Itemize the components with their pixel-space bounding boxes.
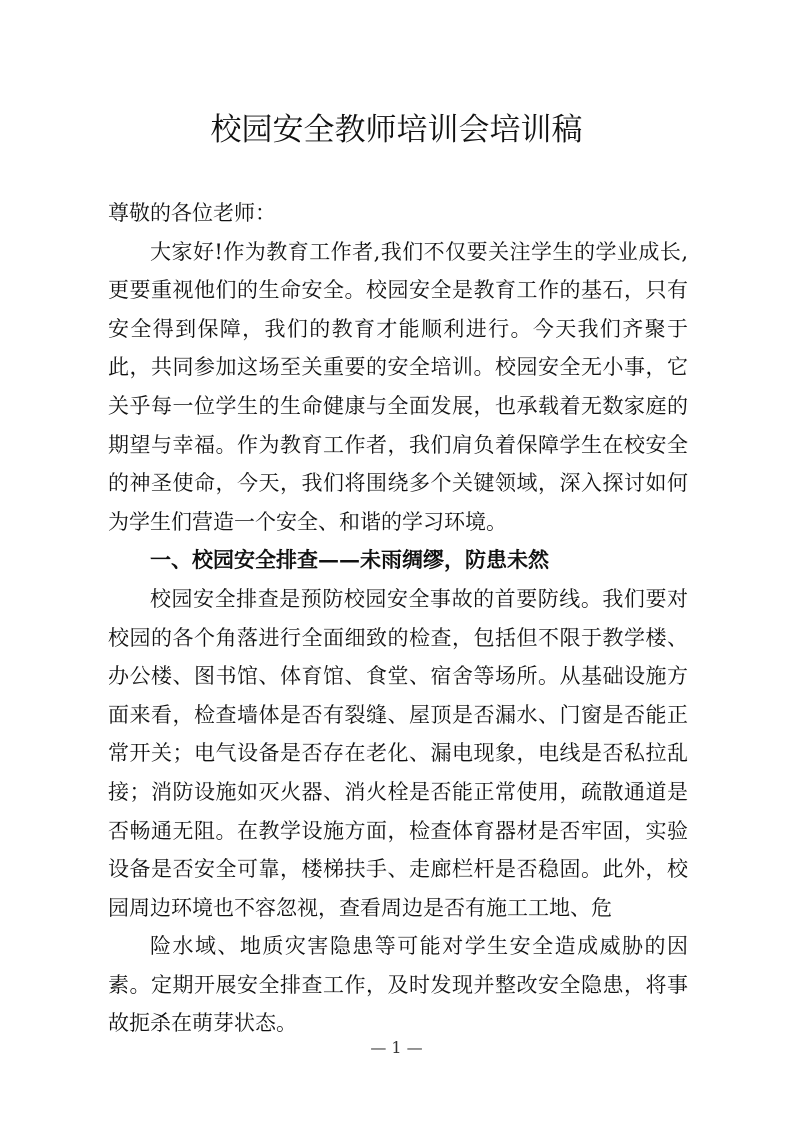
- section-heading: 一、校园安全排查——未雨绸缪，防患未然: [150, 547, 549, 573]
- document-body: [108, 194, 688, 1043]
- salutation: 尊敬的各位老师：: [108, 201, 276, 225]
- page-number: — 1 —: [370, 1038, 423, 1057]
- document-title: 校园安全教师培训会培训稿: [210, 112, 583, 148]
- section-paragraph: 校园安全排查是预防校园安全事故的首要防线。我们要对校园的各个角落进行全面细致的检查，包括但不限于教学楼、办公楼、图书馆、体育馆、食堂、宿舍等场所。从基础设施方面来看，检查墙体是否有裂缝、屋顶是否漏水、门窗是否能正常开关；电气设备是否存在老化、漏电现象，电线是否私拉乱接；消防设施如灭火器、消火栓是否能正常使用，疏散通道是否畅通无阻。在教学设施方面，检查体育器材是否牢固，实验设备是否安全可靠，楼梯扶手、走廊栏杆是否稳固。此外，校园周边环境也不容忽视，查看周边是否有施工工地、危: [108, 586, 688, 920]
- intro-paragraph: 大家好!作为教育工作者,我们不仅要关注学生的学业成长,更要重视他们的生命安全。校园安全是教育工作的基石，只有安全得到保障，我们的教育才能顺利进行。今天我们齐聚于此，共同参加这场至关重要的安全培训。校园安全无小事，它关乎每一位学生的生命健康与全面发展，也承载着无数家庭的期望与幸福。作为教育工作者，我们肩负着保障学生在校安全的神圣使命，今天，我们将围绕多个关键领域，深入探讨如何为学生们营造一个安全、和谐的学习环境。: [108, 239, 688, 534]
- section-paragraph-continued: 险水域、地质灾害隐患等可能对学生安全造成威胁的因素。定期开展安全排查工作，及时发现并整改安全隐患，将事故扼杀在萌芽状态。: [108, 934, 688, 1036]
